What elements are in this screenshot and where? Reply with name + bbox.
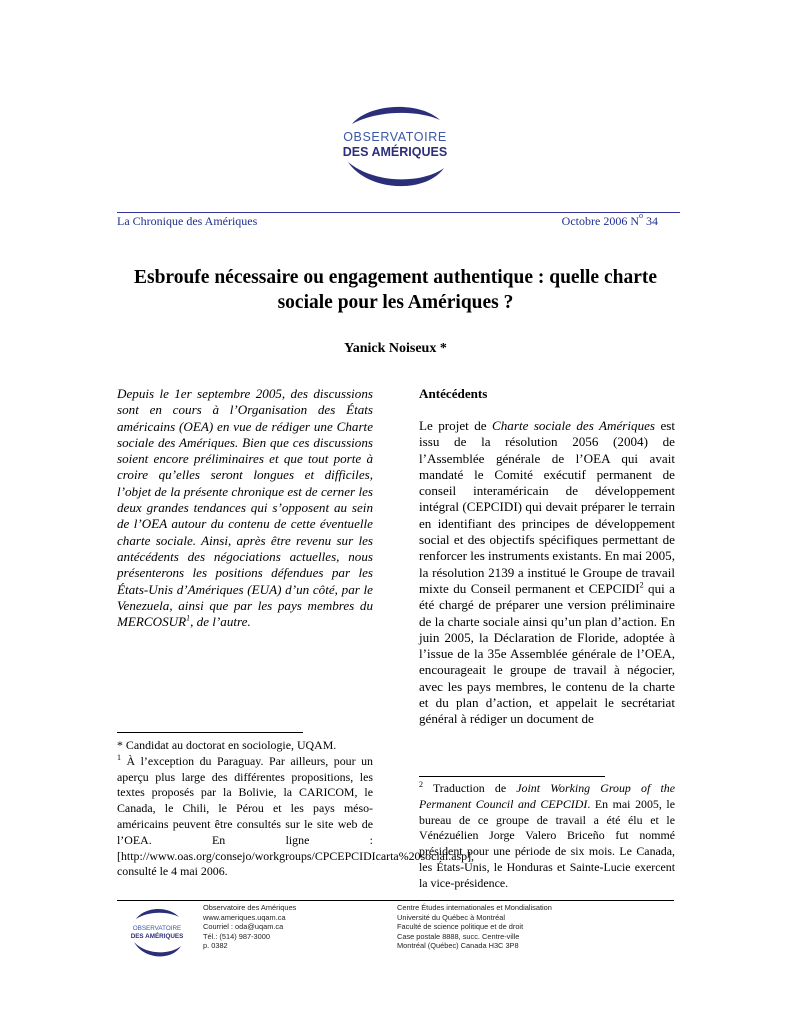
logo-swoosh-icon: [128, 906, 186, 958]
footer-line: Université du Québec à Montréal: [397, 912, 506, 922]
footer-line: Tél.: (514) 987-3000: [203, 931, 270, 941]
section-heading: Antécédents: [419, 386, 488, 401]
abstract-paragraph: Depuis le 1er septembre 2005, des discussions sont en cours à l’Organisation des États américains (OEA) en vue de rédiger une Charte sociale des Amériques. Bien que ces discussions soient encore préliminaires et que tout porte à croire qu’elles seront longues et difficiles, l’objet de la présente chronique est de cerner les deux grandes tendances qui s’opposent au sein de l’OEA autour du contenu de cette éventuelle charte sociale. Ainsi, après être revenu sur les antécédents des négociations actuelles, nous présenterons les positions défendues par les États-Unis d’Amériques (EUA) d’un côté, par le Venezuela, ainsi que par les pays membres du MERCOSUR$^1$, de l’autre.: [117, 386, 373, 630]
footer-line: p. 0382: [203, 941, 228, 951]
footer-line: Case postale 8888, succ. Centre-ville: [397, 931, 520, 941]
footer-website-link[interactable]: www.ameriques.uqam.ca: [203, 912, 286, 922]
footnotes-right: [419, 781, 675, 892]
header-bar: [117, 212, 680, 229]
left-column: [117, 386, 373, 630]
footnote-1: $^1$ À l’exception du Paraguay. Par ailleurs, pour un aperçu plus large des différentes propositions, les textes proposés par la Bolivie, la CARICOM, le Canada, le Chili, le Pérou et les pays méso-américains peuvent être consultés sur le site web de l’OEA. En ligne : [http://www.oas.org/consejo/workgroups/CPCEPCIDIcarta%20social.asp], consulté le 4 mai 2006.: [117, 752, 474, 879]
right-column: [419, 386, 675, 728]
author-name: Yanick Noiseux *: [344, 341, 447, 356]
svg-text:DES AMÉRIQUES: DES AMÉRIQUES: [130, 933, 184, 940]
footnote-ref-1[interactable]: 1: [186, 613, 191, 623]
footer-line: Observatoire des Amériques: [203, 903, 297, 912]
body-paragraph: Le projet de Charte sociale des Amériques est issu de la résolution 2056 (2004) de l’Assemblée générale de l’OEA qui avait mandaté le Comité exécutif permanent de conseil interaméricain de développement intégral (CEPCIDI) qui devait préparer le terrain en identifiant des principes de développement social et des objectifs spécifiques permettant de renforcer les instruments existants. En mai 2005, la résolution 2139 a institué le Groupe de travail mixte du Conseil permanent et CEPCIDI$^2$ qui a été chargé de préparer une version préliminaire de la charte sociale ainsi qu’un plan d’action. En juin 2005, la Déclaration de Floride, adoptée à l’issue de la 35e Assemblée générale de l’OEA, encourageait le groupe de travail à négocier, avec les pays membres, le contenu de la charte et du plan d’action, et appelait le secrétariat général à rédiger un document de: [419, 418, 676, 727]
publication-name: La Chronique des Amériques: [117, 214, 258, 228]
footer-contact: [203, 903, 296, 951]
page-title: Esbroufe nécessaire ou engagement authentique : quelle charte sociale pour les Amériques ?: [133, 267, 658, 313]
footnote-divider: [419, 776, 605, 777]
footnote-star: * Candidat au doctorat en sociologie, UQAM.: [117, 738, 337, 752]
logo-line1: OBSERVATOIRE: [343, 130, 447, 144]
logo-line2: DES AMÉRIQUES: [342, 145, 448, 159]
observatoire-logo: [334, 102, 456, 188]
logo-swoosh-icon: [334, 102, 456, 188]
footnote-2: $^2$ Traduction de Joint Working Group of the Permanent Council and CEPCIDI. En mai 2005, le bureau de ce groupe de travail a été élu et le Vénézuélien Jorge Valero Briceño fut nommé président pour une période de six mois. Le Canada, les États-Unis, le Honduras et Sainte-Lucie exercent la vice-présidence.: [419, 780, 675, 890]
footer-line: Faculté de science politique et de droit: [397, 922, 524, 932]
footnotes-left: [117, 738, 474, 880]
footer-address: [397, 903, 552, 951]
issue-number: Octobre 2006 $N^o$ 34: [561, 211, 658, 228]
footer-logo: [128, 906, 186, 958]
footer-email-link[interactable]: Courriel : oda@uqam.ca: [203, 922, 284, 932]
svg-text:OBSERVATOIRE: OBSERVATOIRE: [132, 925, 182, 932]
footer-line: Montréal (Québec) Canada H3C 3P8: [397, 941, 519, 951]
footer-line: Centre Études internationales et Mondialisation: [397, 903, 552, 912]
footnote-divider: [117, 732, 303, 733]
footnote-ref-2[interactable]: 2: [639, 580, 644, 590]
footer-divider: [117, 900, 674, 901]
